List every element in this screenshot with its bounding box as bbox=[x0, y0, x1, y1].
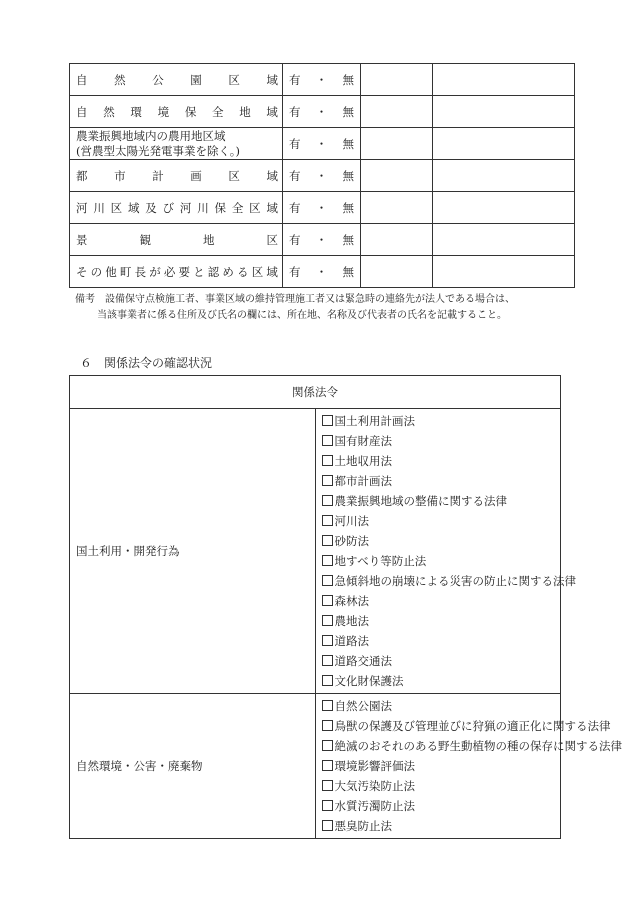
law-list bbox=[315, 409, 576, 694]
presence-cell[interactable] bbox=[283, 128, 361, 160]
law-label: 道路交通法 bbox=[334, 654, 392, 668]
zone-name-char: 川 bbox=[93, 200, 105, 215]
zone-name-char: 景 bbox=[76, 232, 88, 247]
remarks-note bbox=[75, 292, 565, 324]
zone-name-char: る bbox=[237, 264, 249, 279]
zone-detail-cell[interactable] bbox=[361, 160, 433, 192]
law-label: 地すべり等防止法 bbox=[334, 554, 427, 568]
section-title: ６ 関係法令の確認状況 bbox=[80, 356, 213, 370]
law-label: 鳥獣の保護及び管理並びに狩猟の適正化に関する法律 bbox=[334, 719, 611, 733]
zone-row bbox=[70, 256, 575, 288]
remarks-line-2: 当該事業者に係る住所及び氏名の欄には、所在地、名称及び代表者の氏名を記載すること。 bbox=[97, 310, 507, 321]
zone-name-line: (営農型太陽光発電事業を除く。) bbox=[76, 143, 240, 158]
presence-no: 無 bbox=[342, 72, 354, 87]
zone-name-char: 都 bbox=[76, 168, 88, 183]
checkbox-icon[interactable] bbox=[322, 535, 333, 546]
zone-remarks-cell[interactable] bbox=[433, 96, 575, 128]
zone-name-char: 区 bbox=[266, 232, 278, 247]
law-item[interactable] bbox=[322, 631, 561, 651]
zone-name-char: び bbox=[162, 200, 175, 215]
law-label: 自然公園法 bbox=[334, 699, 392, 713]
zone-remarks-cell[interactable] bbox=[433, 256, 575, 288]
zone-name-char: 画 bbox=[190, 168, 202, 183]
presence-cell[interactable] bbox=[283, 96, 361, 128]
presence-cell[interactable] bbox=[283, 256, 361, 288]
checkbox-icon[interactable] bbox=[322, 595, 333, 606]
checkbox-icon[interactable] bbox=[322, 700, 333, 711]
checkbox-icon[interactable] bbox=[322, 780, 333, 791]
zone-name bbox=[70, 224, 283, 256]
zone-name-char: 環 bbox=[130, 104, 142, 119]
presence-cell[interactable] bbox=[283, 192, 361, 224]
presence-separator: ・ bbox=[315, 264, 328, 279]
zone-name bbox=[70, 160, 283, 192]
law-list bbox=[315, 694, 622, 839]
law-item[interactable] bbox=[322, 531, 561, 551]
zone-name-char: 域 bbox=[266, 264, 278, 279]
law-label: 農地法 bbox=[334, 614, 369, 628]
zone-name bbox=[70, 256, 283, 288]
checkbox-icon[interactable] bbox=[322, 655, 333, 666]
zone-row bbox=[70, 224, 575, 256]
zone-remarks-cell[interactable] bbox=[433, 64, 575, 96]
law-item[interactable] bbox=[322, 591, 561, 611]
law-item[interactable] bbox=[322, 471, 561, 491]
zone-name-char: 川 bbox=[197, 200, 209, 215]
zone-name-char: と bbox=[193, 264, 205, 279]
zone-status-table bbox=[69, 63, 575, 288]
zone-name-char: 区 bbox=[110, 200, 123, 215]
zone-name-char: 要 bbox=[178, 264, 190, 279]
law-item[interactable] bbox=[322, 736, 622, 756]
presence-no: 無 bbox=[342, 104, 354, 119]
zone-name-char: 然 bbox=[103, 104, 115, 119]
presence-no: 無 bbox=[342, 168, 354, 183]
zone-name-char: 全 bbox=[231, 200, 244, 215]
checkbox-icon[interactable] bbox=[322, 740, 333, 751]
zone-name-char: 認 bbox=[207, 264, 220, 279]
presence-yes: 有 bbox=[289, 168, 301, 183]
zone-name-char: 域 bbox=[266, 104, 278, 119]
zone-detail-cell[interactable] bbox=[361, 256, 433, 288]
law-item[interactable] bbox=[322, 651, 561, 671]
presence-yes: 有 bbox=[289, 136, 301, 151]
checkbox-icon[interactable] bbox=[322, 455, 333, 466]
zone-name-line: 農業振興地域内の農用地区域 bbox=[76, 128, 226, 143]
zone-name-char: 市 bbox=[114, 168, 126, 183]
zone-name-char: 必 bbox=[163, 264, 176, 279]
zone-name-char: 区 bbox=[228, 72, 240, 87]
zone-name-char: 及 bbox=[145, 200, 157, 215]
law-label: 農業振興地域の整備に関する法律 bbox=[334, 494, 507, 508]
presence-no: 無 bbox=[342, 136, 354, 151]
zone-name-char: 域 bbox=[127, 200, 140, 215]
presence-separator: ・ bbox=[315, 200, 328, 215]
zone-remarks-cell[interactable] bbox=[433, 192, 575, 224]
law-label: 河川法 bbox=[334, 514, 369, 528]
checkbox-icon[interactable] bbox=[322, 675, 333, 686]
law-label: 国土利用計画法 bbox=[334, 414, 415, 428]
law-label: 道路法 bbox=[334, 634, 369, 648]
zone-name-char: 区 bbox=[249, 200, 261, 215]
presence-cell[interactable] bbox=[283, 64, 361, 96]
presence-yes: 有 bbox=[289, 264, 301, 279]
checkbox-icon[interactable] bbox=[322, 820, 333, 831]
zone-name-char: 域 bbox=[266, 200, 278, 215]
zone-name-char: 区 bbox=[228, 168, 240, 183]
checkbox-icon[interactable] bbox=[322, 495, 333, 506]
law-label: 急傾斜地の崩壊による災害の防止に関する法律 bbox=[334, 574, 576, 588]
law-item[interactable] bbox=[322, 451, 561, 471]
related-laws-table bbox=[69, 375, 622, 839]
presence-separator: ・ bbox=[315, 232, 328, 247]
zone-remarks-cell[interactable] bbox=[433, 224, 575, 256]
presence-yes: 有 bbox=[289, 232, 301, 247]
zone-name-char: が bbox=[149, 264, 161, 279]
zone-name-char: め bbox=[222, 264, 234, 279]
zone-row bbox=[70, 96, 575, 128]
zone-name-char: 地 bbox=[203, 232, 215, 247]
presence-separator: ・ bbox=[315, 168, 328, 183]
zone-name-char: 保 bbox=[184, 104, 197, 119]
zone-remarks-cell[interactable] bbox=[433, 160, 575, 192]
checkbox-icon[interactable] bbox=[322, 515, 333, 526]
checkbox-icon[interactable] bbox=[322, 800, 333, 811]
zone-detail-cell[interactable] bbox=[361, 128, 433, 160]
presence-separator: ・ bbox=[315, 72, 328, 87]
zone-detail-cell[interactable] bbox=[361, 64, 433, 96]
zone-name-char: 河 bbox=[76, 200, 88, 215]
presence-no: 無 bbox=[342, 232, 354, 247]
law-item[interactable] bbox=[322, 796, 561, 816]
laws-table-header: 関係法令 bbox=[70, 376, 561, 409]
law-label: 国有財産法 bbox=[334, 434, 392, 448]
law-category: 国土利用・開発行為 bbox=[70, 409, 316, 694]
law-item[interactable] bbox=[322, 776, 561, 796]
zone-name-char: の bbox=[90, 264, 103, 279]
zone-row bbox=[70, 160, 575, 192]
presence-yes: 有 bbox=[289, 200, 301, 215]
law-label: 都市計画法 bbox=[334, 474, 392, 488]
presence-separator: ・ bbox=[315, 136, 328, 151]
law-label: 砂防法 bbox=[334, 534, 369, 548]
law-label: 森林法 bbox=[334, 594, 369, 608]
zone-row bbox=[70, 64, 575, 96]
law-item[interactable] bbox=[322, 611, 561, 631]
checkbox-icon[interactable] bbox=[322, 720, 333, 731]
checkbox-icon[interactable] bbox=[322, 615, 333, 626]
law-label: 悪臭防止法 bbox=[334, 819, 392, 833]
zone-name-char: 町 bbox=[119, 264, 132, 279]
law-label: 文化財保護法 bbox=[334, 674, 404, 688]
zone-name bbox=[70, 64, 283, 96]
presence-cell[interactable] bbox=[283, 224, 361, 256]
zone-name-char: 自 bbox=[76, 104, 88, 119]
zone-name-char: 境 bbox=[157, 104, 170, 119]
presence-yes: 有 bbox=[289, 104, 301, 119]
checkbox-icon[interactable] bbox=[322, 760, 333, 771]
presence-no: 無 bbox=[342, 200, 354, 215]
zone-name-char: 河 bbox=[179, 200, 192, 215]
zone-name-char: 長 bbox=[134, 264, 147, 279]
law-item[interactable] bbox=[322, 511, 561, 531]
checkbox-icon[interactable] bbox=[322, 575, 333, 586]
zone-detail-cell[interactable] bbox=[361, 224, 433, 256]
law-item[interactable] bbox=[322, 816, 561, 836]
law-item[interactable] bbox=[322, 756, 561, 776]
zone-name-char: 園 bbox=[190, 72, 202, 87]
zone-name-char: 保 bbox=[214, 200, 226, 215]
zone-detail-cell[interactable] bbox=[361, 192, 433, 224]
checkbox-icon[interactable] bbox=[322, 415, 333, 426]
law-item[interactable] bbox=[322, 551, 561, 571]
zone-name bbox=[70, 128, 283, 160]
checkbox-icon[interactable] bbox=[322, 435, 333, 446]
law-item[interactable] bbox=[322, 696, 561, 716]
zone-name bbox=[70, 96, 283, 128]
zone-name-char: 然 bbox=[114, 72, 126, 87]
zone-name-char: 観 bbox=[139, 232, 151, 247]
zone-name-char: 全 bbox=[212, 104, 224, 119]
zone-row bbox=[70, 192, 575, 224]
zone-name-char: 域 bbox=[266, 72, 278, 87]
law-label: 土地収用法 bbox=[334, 454, 392, 468]
law-category: 自然環境・公害・廃棄物 bbox=[70, 694, 316, 839]
presence-separator: ・ bbox=[315, 104, 328, 119]
zone-name bbox=[70, 192, 283, 224]
zone-name-char: 区 bbox=[251, 264, 264, 279]
law-label: 絶滅のおそれのある野生動植物の種の保存に関する法律 bbox=[334, 739, 622, 753]
zone-row bbox=[70, 128, 575, 160]
checkbox-icon[interactable] bbox=[322, 555, 333, 566]
law-group-row bbox=[70, 694, 561, 839]
zone-name-char: 地 bbox=[239, 104, 251, 119]
law-label: 大気汚染防止法 bbox=[334, 779, 415, 793]
remarks-line-1: 備考 設備保守点検施工者、事業区域の維持管理施工者又は緊急時の連絡先が法人である場合は、 bbox=[75, 294, 515, 305]
presence-cell[interactable] bbox=[283, 160, 361, 192]
law-item[interactable] bbox=[322, 716, 611, 736]
zone-name-char: 計 bbox=[152, 168, 164, 183]
law-label: 水質汚濁防止法 bbox=[334, 799, 415, 813]
zone-remarks-cell[interactable] bbox=[433, 128, 575, 160]
law-item[interactable] bbox=[322, 431, 561, 451]
law-item[interactable] bbox=[322, 571, 576, 591]
zone-detail-cell[interactable] bbox=[361, 96, 433, 128]
law-group-row bbox=[70, 409, 561, 694]
checkbox-icon[interactable] bbox=[322, 475, 333, 486]
checkbox-icon[interactable] bbox=[322, 635, 333, 646]
zone-name-char: 他 bbox=[105, 264, 117, 279]
law-item[interactable] bbox=[322, 491, 561, 511]
law-item[interactable] bbox=[322, 411, 561, 431]
zone-name-char: 域 bbox=[266, 168, 278, 183]
zone-name-char: 公 bbox=[152, 72, 164, 87]
law-label: 環境影響評価法 bbox=[334, 759, 415, 773]
zone-name-char: そ bbox=[76, 264, 88, 279]
presence-no: 無 bbox=[342, 264, 354, 279]
zone-name-char: 自 bbox=[76, 72, 88, 87]
law-item[interactable] bbox=[322, 671, 561, 691]
presence-yes: 有 bbox=[289, 72, 301, 87]
